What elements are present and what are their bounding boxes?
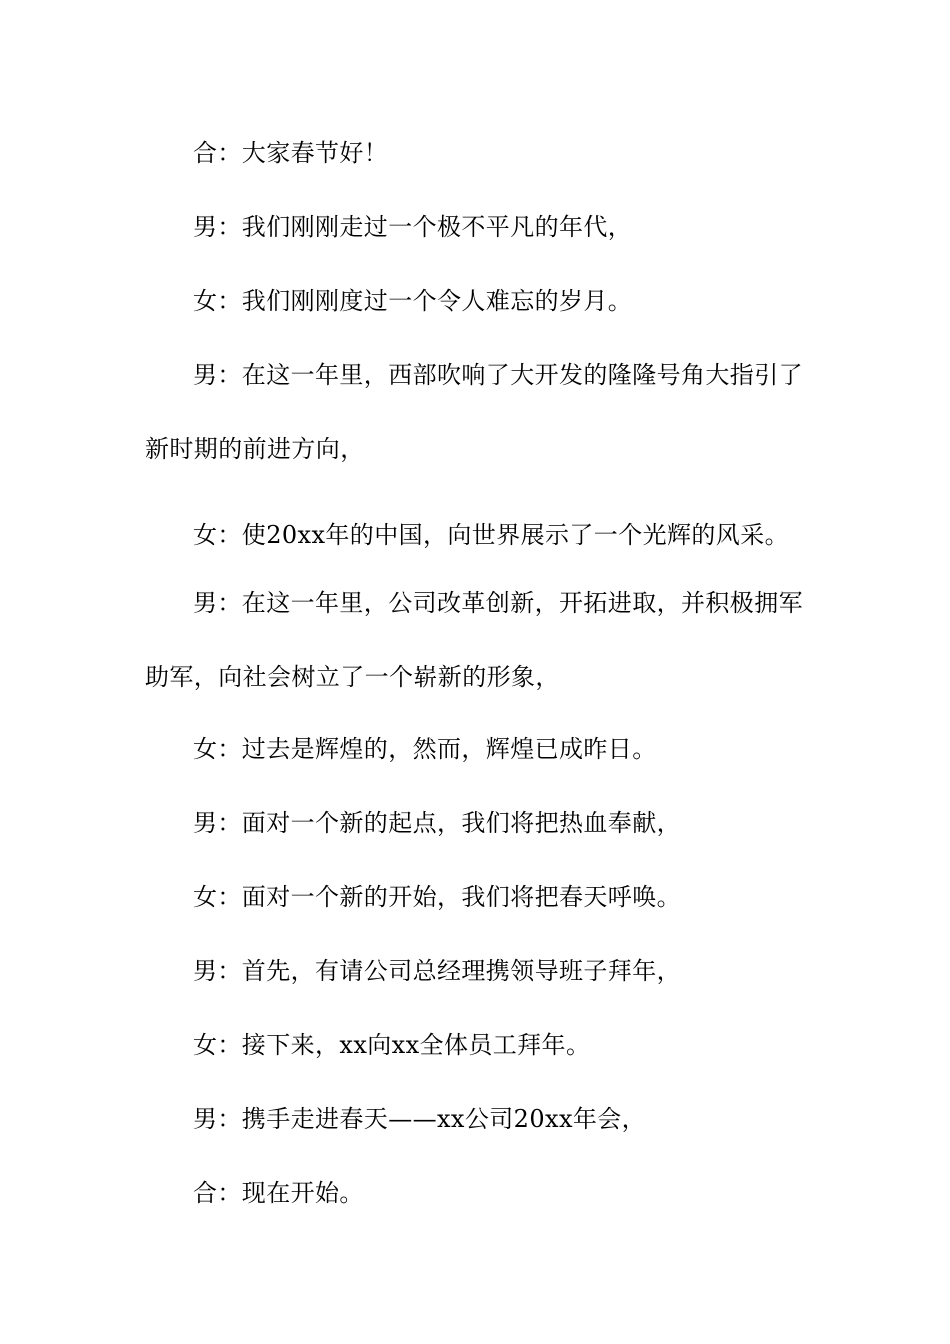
paragraph-4: 男：在这一年里，西部吹响了大开发的隆隆号角大指引了新时期的前进方向， — [145, 361, 803, 463]
paragraph-1: 合：大家春节好！ — [193, 139, 389, 167]
paragraph-12: 男：携手走进春天——xx公司20xx年会， — [193, 1105, 647, 1133]
paragraph-13: 合：现在开始。 — [193, 1179, 364, 1207]
paragraph-6: 男：在这一年里，公司改革创新，开拓进取，并积极拥军助军，向社会树立了一个崭新的形象， — [145, 589, 803, 691]
paragraph-3: 女：我们刚刚度过一个令人难忘的岁月。 — [193, 287, 633, 315]
paragraph-8: 男：面对一个新的起点，我们将把热血奉献， — [193, 809, 681, 837]
paragraph-2: 男：我们刚刚走过一个极不平凡的年代， — [193, 213, 633, 241]
paragraph-7: 女：过去是辉煌的，然而，辉煌已成昨日。 — [193, 735, 657, 763]
paragraph-11: 女：接下来，xx向xx全体员工拜年。 — [193, 1031, 591, 1059]
paragraph-9: 女：面对一个新的开始，我们将把春天呼唤。 — [193, 883, 681, 911]
paragraph-10: 男：首先，有请公司总经理携领导班子拜年， — [193, 957, 681, 985]
paragraph-5: 女：使20xx年的中国，向世界展示了一个光辉的风采。 — [193, 521, 790, 549]
